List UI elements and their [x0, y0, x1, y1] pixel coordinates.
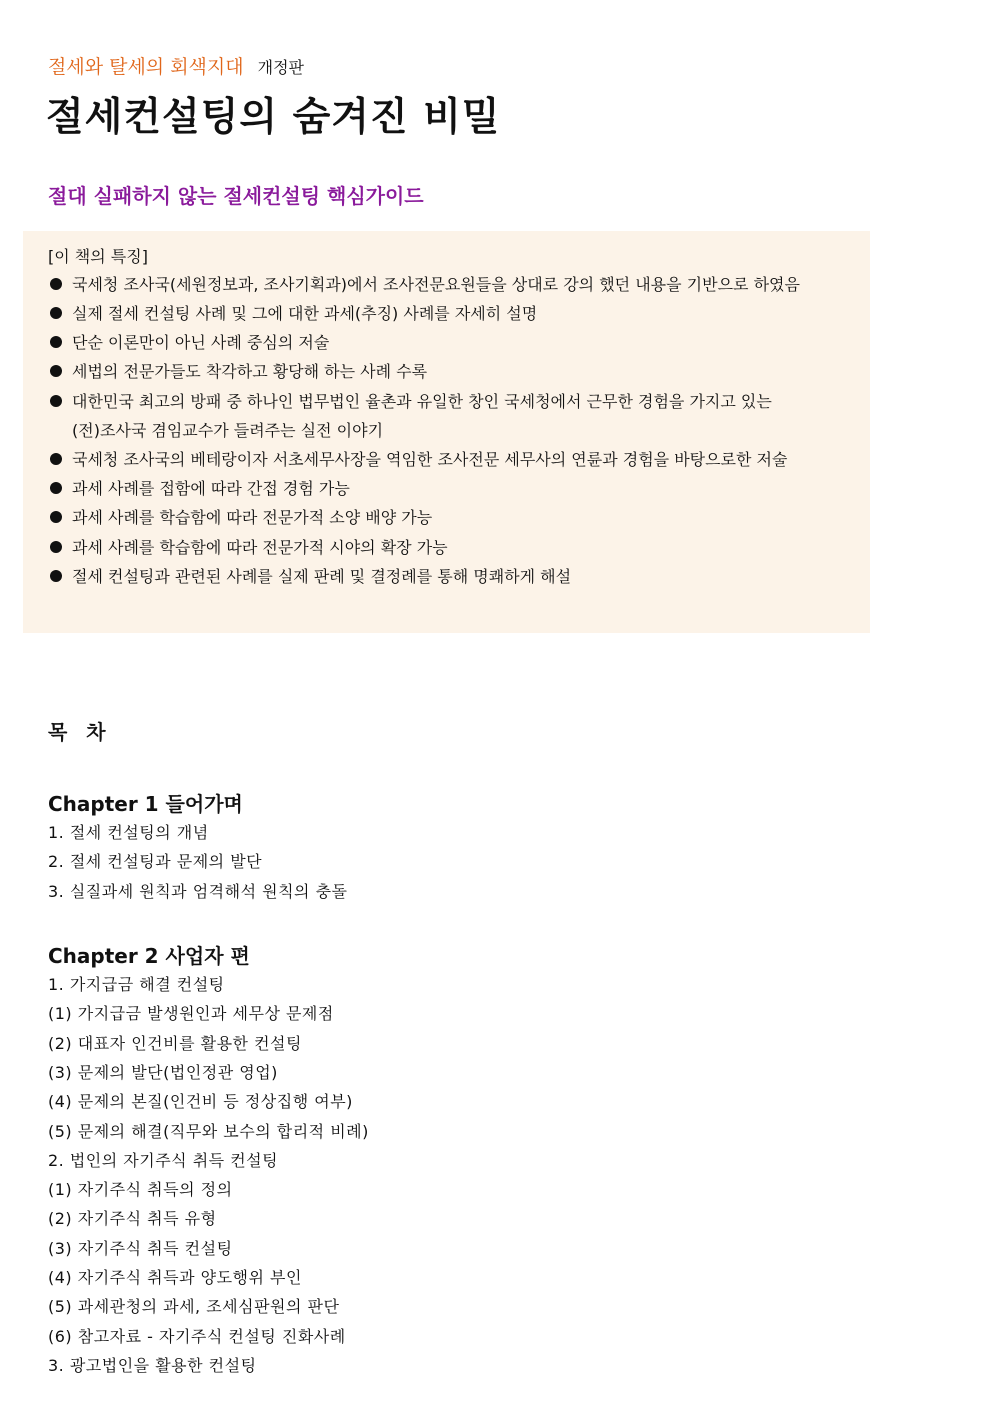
toc-item: 1. 가지급금 해결 컨설팅	[48, 975, 225, 994]
edition-label: 개정판	[257, 58, 304, 77]
feature-text-line: 국세청 조사국(세원정보과, 조사기획과)에서 조사전문요원들을 상대로 강의 했던 내용을 기반으로 하였음	[72, 275, 800, 294]
feature-text	[72, 357, 427, 386]
toc-item: (5) 과세관청의 과세, 조세심판원의 판단	[48, 1297, 340, 1316]
toc-item: (3) 문제의 발단(법인정관 영업)	[48, 1063, 278, 1082]
feature-text-line: 국세청 조사국의 베테랑이자 서초세무사장을 역임한 조사전문 세무사의 연륜과 경험을 바탕으로한 저술	[72, 450, 788, 469]
feature-text	[72, 562, 571, 591]
feature-text	[72, 270, 800, 299]
toc-item: (6) 참고자료 - 자기주식 컨설팅 진화사례	[48, 1327, 346, 1346]
toc-item: 3. 실질과세 원칙과 엄격해석 원칙의 충돌	[48, 882, 348, 901]
chapter-heading: Chapter 1 들어가며	[48, 792, 243, 816]
toc-item: 3. 광고법인을 활용한 컨설팅	[48, 1356, 257, 1375]
bullet-icon	[50, 482, 62, 494]
feature-text	[72, 445, 787, 474]
feature-text	[72, 299, 537, 328]
feature-text	[72, 533, 448, 562]
toc-item: (4) 문제의 본질(인건비 등 정상집행 여부)	[48, 1092, 353, 1111]
toc-item: (4) 자기주식 취득과 양도행위 부인	[48, 1268, 302, 1287]
series-line	[48, 52, 304, 79]
toc-item: (2) 대표자 인건비를 활용한 컨설팅	[48, 1034, 302, 1053]
feature-text-line: 단순 이론만이 아닌 사례 중심의 저술	[72, 333, 330, 352]
features-heading: [이 책의 특징]	[48, 247, 148, 266]
series-name: 절세와 탈세의 회색지대	[48, 56, 244, 78]
chapter-heading: Chapter 2 사업자 편	[48, 944, 250, 968]
book-subtitle: 절대 실패하지 않는 절세컨설팅 핵심가이드	[48, 184, 424, 208]
bullet-icon	[50, 511, 62, 523]
bullet-icon	[50, 307, 62, 319]
toc-title: 목 차	[48, 720, 112, 744]
toc-item: 2. 절세 컨설팅과 문제의 발단	[48, 852, 263, 871]
feature-text	[72, 387, 772, 445]
bullet-icon	[50, 570, 62, 582]
bullet-icon	[50, 365, 62, 377]
feature-text	[72, 503, 432, 532]
toc-item: 1. 절세 컨설팅의 개념	[48, 823, 209, 842]
feature-text-line: 과세 사례를 학습함에 따라 전문가적 소양 배양 가능	[72, 508, 433, 527]
bullet-icon	[50, 336, 62, 348]
toc-item: (2) 자기주식 취득 유형	[48, 1209, 217, 1228]
toc-item: (3) 자기주식 취득 컨설팅	[48, 1239, 233, 1258]
book-title: 절세컨설팅의 숨겨진 비밀	[46, 95, 501, 140]
toc-item: (1) 가지급금 발생원인과 세무상 문제점	[48, 1004, 334, 1023]
bullet-icon	[50, 395, 62, 407]
toc-item: (1) 자기주식 취득의 정의	[48, 1180, 233, 1199]
feature-text	[72, 474, 350, 503]
toc-item: (5) 문제의 해결(직무와 보수의 합리적 비례)	[48, 1122, 369, 1141]
toc-item: 2. 법인의 자기주식 취득 컨설팅	[48, 1151, 279, 1170]
bullet-icon	[50, 541, 62, 553]
feature-text	[72, 328, 329, 357]
feature-text-line: 과세 사례를 접함에 따라 간접 경험 가능	[72, 479, 350, 498]
feature-text-line: 대한민국 최고의 방패 중 하나인 법무법인 율촌과 유일한 창인 국세청에서 근무한 경험을 가지고 있는	[72, 392, 772, 411]
feature-text-line: 실제 절세 컨설팅 사례 및 그에 대한 과세(추징) 사례를 자세히 설명	[72, 304, 538, 323]
bullet-icon	[50, 453, 62, 465]
feature-text-line: 과세 사례를 학습함에 따라 전문가적 시야의 확장 가능	[72, 538, 448, 557]
bullet-icon	[50, 278, 62, 290]
feature-text-line: 세법의 전문가들도 착각하고 황당해 하는 사례 수록	[72, 362, 428, 381]
feature-text-line: 절세 컨설팅과 관련된 사례를 실제 판례 및 결정례를 통해 명쾌하게 해설	[72, 567, 572, 586]
feature-text-line: (전)조사국 겸임교수가 들려주는 실전 이야기	[72, 421, 384, 440]
